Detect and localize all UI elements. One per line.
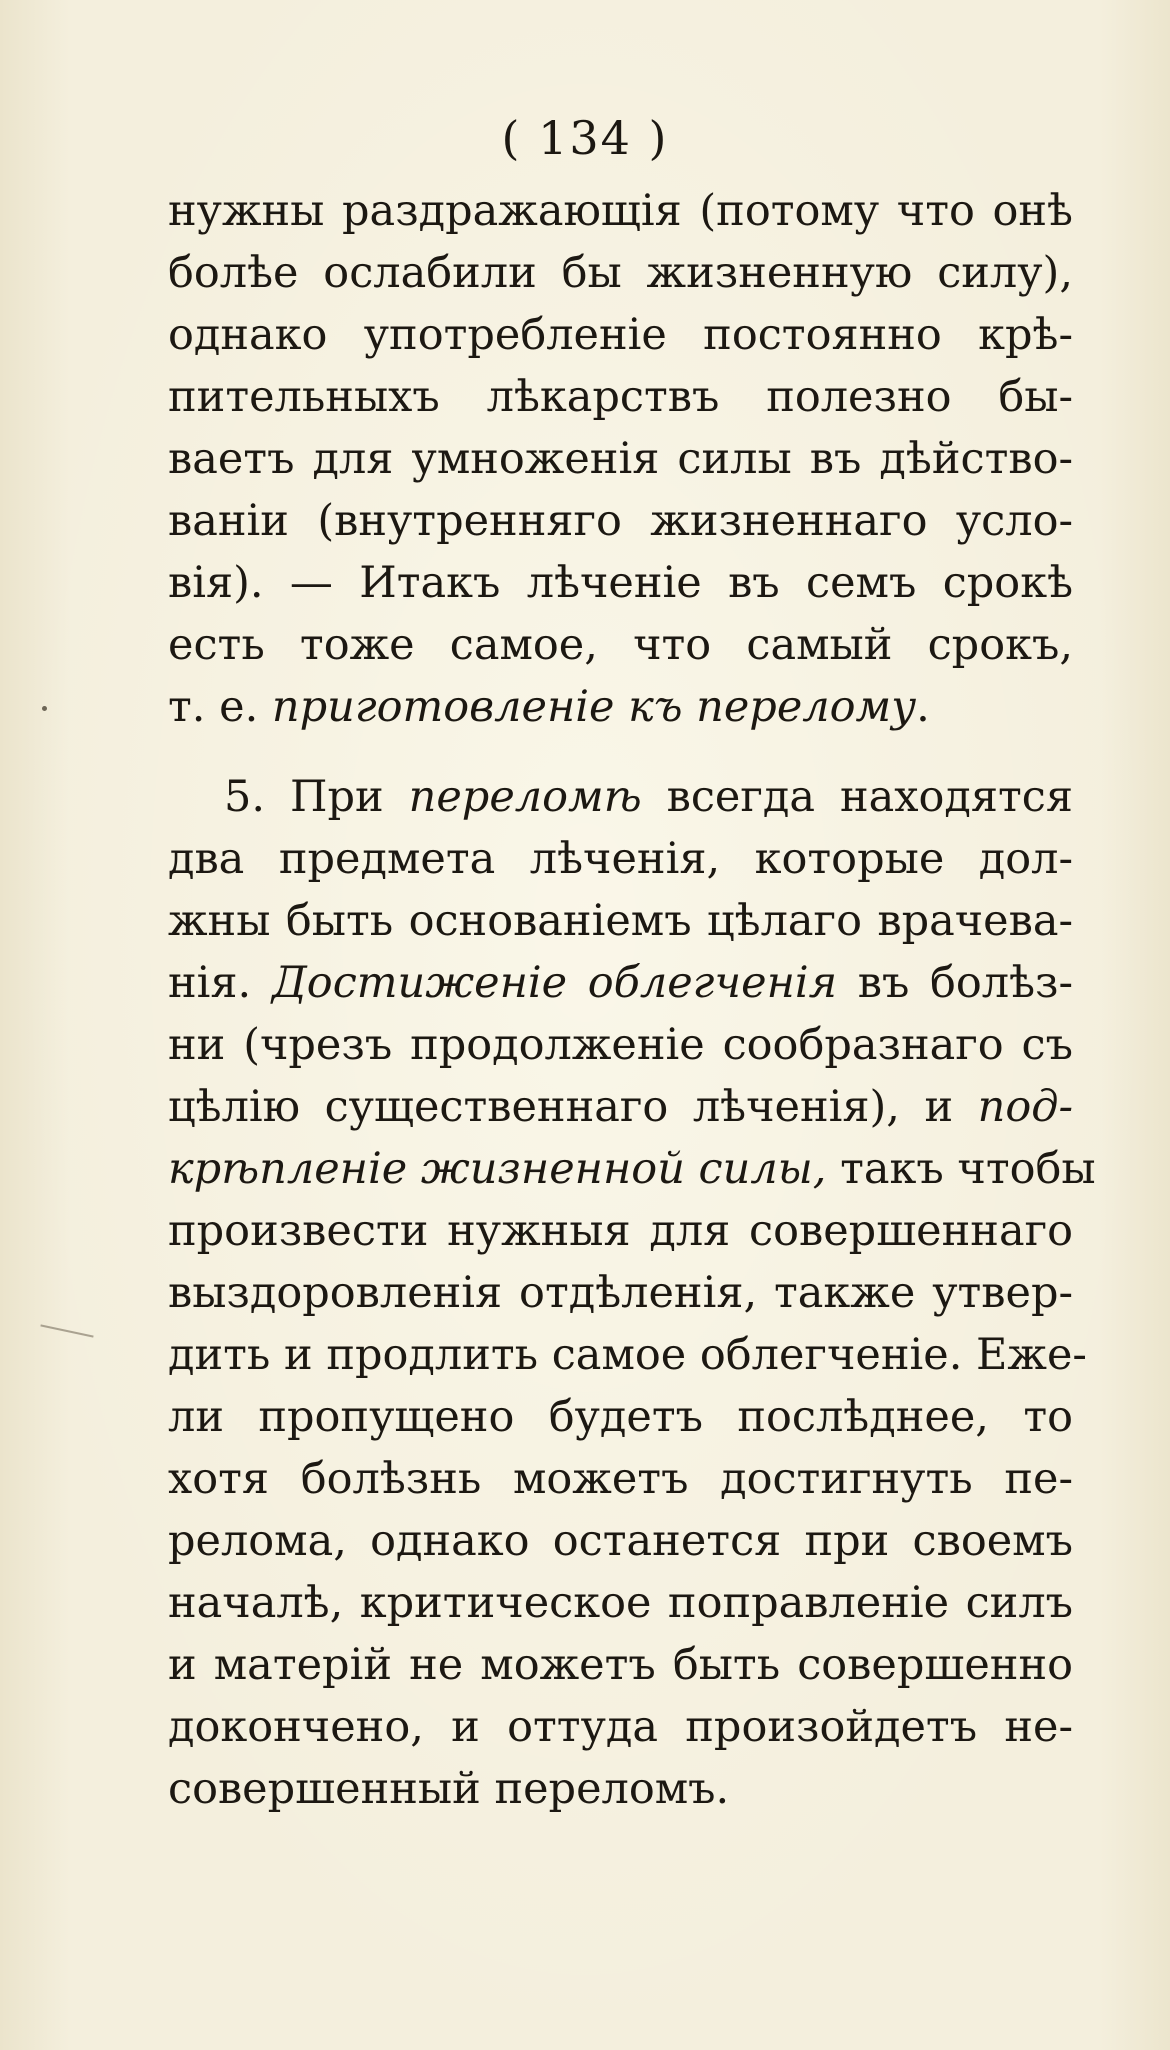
text-line: произвести нужныя для совершеннаго: [168, 1206, 1073, 1256]
text-line: и матерій не можетъ быть совершенно: [168, 1640, 1073, 1690]
line-text: .: [916, 682, 930, 732]
text-line: докончено, и оттуда произойдетъ не-: [168, 1702, 1073, 1752]
italic-phrase: приготовленіе къ перелому: [271, 682, 917, 732]
text-line: два предмета лѣченія, которые дол-: [168, 834, 1073, 884]
text-line: ли пропущено будетъ послѣднее, то: [168, 1392, 1073, 1442]
page-number: ( 134 ): [501, 111, 669, 165]
text-line: [168, 676, 1073, 738]
text-line: есть тоже самое, что самый срокъ,: [168, 620, 1073, 670]
text-line: [168, 766, 1073, 828]
text-line: ни (чрезъ продолженіе сообразнаго съ: [168, 1020, 1073, 1070]
text-line: выздоровленія отдѣленія, также утвер-: [168, 1268, 1073, 1318]
line-text: нія.: [168, 958, 272, 1008]
text-line: дить и продлить самое облегченіе. Еже-: [168, 1330, 1087, 1380]
text-line: ваніи (внутренняго жизненнаго усло-: [168, 496, 1073, 546]
italic-phrase: переломѣ: [408, 772, 642, 822]
paragraph-2: [168, 766, 1096, 1820]
text-line: пительныхъ лѣкарствъ полезно бы-: [168, 372, 1073, 422]
margin-speck: [42, 706, 47, 711]
text-line: вія). — Итакъ лѣченіе въ семъ срокѣ: [168, 558, 1073, 608]
text-line: [168, 952, 1073, 1014]
italic-phrase: Достиженіе облегченія: [271, 958, 838, 1008]
line-text: 5. При: [224, 772, 409, 822]
text-line: [168, 1138, 1096, 1200]
text-line: однако употребленіе постоянно крѣ-: [168, 310, 1073, 360]
italic-phrase: под-: [977, 1082, 1073, 1132]
text-line: ваетъ для умноженія силы въ дѣйство-: [168, 434, 1073, 484]
text-line: совершенный переломъ.: [168, 1764, 730, 1814]
line-text: такъ чтобы: [826, 1144, 1096, 1194]
line-text: всегда находятся: [641, 772, 1073, 822]
text-line: [168, 1076, 1073, 1138]
text-line: хотя болѣзнь можетъ достигнуть пе-: [168, 1454, 1073, 1504]
line-text: цѣлію существеннаго лѣченія), и: [168, 1082, 978, 1132]
text-line: релома, однако останется при своемъ: [168, 1516, 1073, 1566]
text-line: нужны раздражающія (потому что онѣ: [168, 186, 1073, 236]
line-text: т. е.: [168, 682, 272, 732]
paragraph-1: [168, 180, 1073, 738]
line-text: въ болѣз-: [837, 958, 1073, 1008]
text-line: болѣе ослабили бы жизненную силу),: [168, 248, 1073, 298]
text-line: жны быть основаніемъ цѣлаго врачева-: [168, 896, 1073, 946]
italic-phrase: крѣпленіе жизненной силы,: [168, 1144, 827, 1194]
margin-pencil-mark: [40, 1324, 93, 1337]
text-line: началѣ, критическое поправленіе силъ: [168, 1578, 1073, 1628]
